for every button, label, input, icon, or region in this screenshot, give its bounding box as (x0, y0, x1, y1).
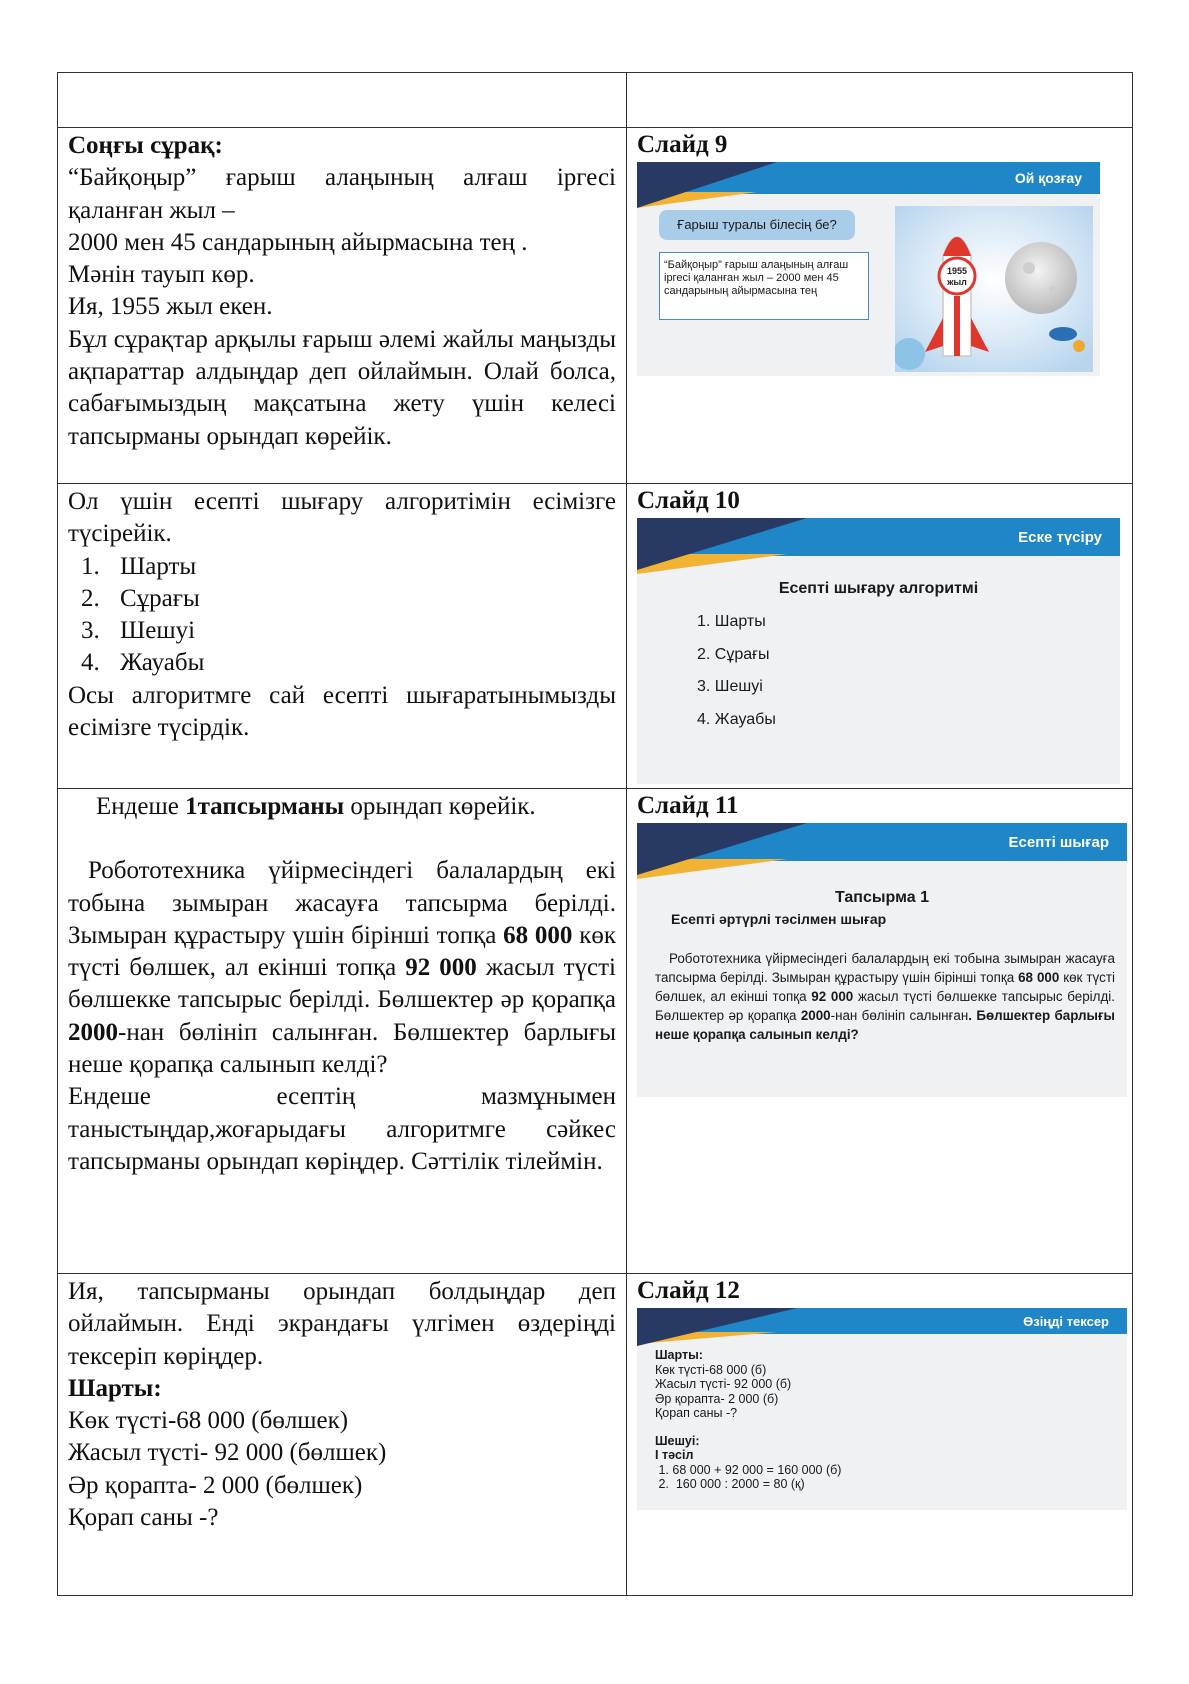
slide-10-image (637, 518, 1120, 784)
list-item: 4. Жауабы (106, 647, 616, 679)
slide-banner-title: Ой қозғау (1014, 170, 1082, 186)
table-row (58, 789, 1133, 1274)
text-span: Робототехника үйірмесіндегі балалардың екі тобына зымыран жасауға тапсырма берілді. Зымыран құрастыру үшін бірінші топқа (68, 857, 616, 949)
slide-condition-line: Жасыл түсті- 92 000 (б) (655, 1377, 792, 1391)
empty-cell-left (58, 73, 627, 128)
text-line: “Байқоңыр” ғарыш алаңының алғаш іргесі (68, 164, 616, 192)
slide-9-image (637, 162, 1100, 376)
text-span: -нан бөлініп салынған. Бөлшектер барлығы неше қорапқа салынып келді? (68, 1018, 616, 1079)
decor-wedge (637, 823, 807, 875)
slide-cell (627, 484, 1133, 789)
slide-task-body (655, 949, 1115, 1044)
slide-solution-title: Шешуі: (655, 1433, 700, 1448)
lead-line (68, 791, 616, 823)
condition-line: Жасыл түсті- 92 000 (бөлшек) (68, 1439, 387, 1467)
slide-cell (627, 128, 1133, 484)
text-span: көк түсті бөлшек, ал екінші топқа (655, 970, 1115, 1004)
spacer (68, 823, 616, 855)
lesson-table (57, 72, 1133, 1596)
slide-banner-title: Өзіңді тексер (1023, 1314, 1109, 1329)
condition-title: Шарты: (68, 1374, 162, 1402)
teacher-text-cell (58, 789, 627, 1274)
slide-task-title: Тапсырма 1 (835, 889, 929, 906)
text-line: 2000 мен 45 сандарының айырмасына тең . (68, 228, 528, 256)
task-paragraph (68, 855, 616, 1081)
number: 68 000 (1018, 970, 1060, 985)
rocket-illustration (895, 206, 1093, 372)
text-span: жасыл түсті бөлшекке тапсырыс берілді. Бөлшектер әр қорапқа (655, 989, 1115, 1023)
slide-cell (627, 789, 1133, 1274)
slide-label: Слайд 10 (637, 487, 740, 514)
slide-condition-line: Көк түсті-68 000 (б) (655, 1362, 767, 1377)
slide-subtitle: Есепті шығару алгоритмі (778, 580, 979, 597)
text-span: -нан бөлініп салынған (830, 1008, 969, 1023)
table-row-empty (58, 73, 1133, 128)
slide-algorithm-list (697, 606, 776, 736)
spacer (655, 1421, 841, 1434)
list-item: 2. Сұрағы (697, 645, 770, 663)
slide-solution-step: 1. 68 000 + 92 000 = 160 000 (б) (655, 1462, 842, 1477)
text-span: Робототехника үйірмесіндегі балалардың екі тобына зымыран жасауға тапсырма берілді. Зымыран құрастыру үшін бірінші топқа (655, 951, 1115, 985)
slide-banner-title: Есепті шығар (1008, 834, 1109, 851)
slide-12-image (637, 1308, 1127, 1510)
paragraph: Ендеше есептің мазмұнымен таныстыңдар,жоғарыдағы алгоритмге сәйкес тапсырманы орындап көріңдер. Сәттілік тілеймін. (68, 1083, 616, 1175)
rocket-year-unit: жыл (947, 277, 967, 287)
teacher-text-cell (58, 1274, 627, 1596)
text-span: орындап көрейік. (344, 793, 536, 820)
condition-line: Қорап саны -? (68, 1504, 219, 1532)
task-label: 1тапсырманы (185, 793, 345, 820)
slide-condition-line: Қорап саны -? (655, 1406, 738, 1420)
slide-11-image (637, 823, 1127, 1097)
text-span: жасыл түсті бөлшекке тапсырыс берілді. Бөлшектер әр қорапқа (68, 954, 616, 1014)
slide-condition-line: Әр қорапта- 2 000 (б) (655, 1391, 779, 1406)
text-span: Ендеше (96, 793, 186, 820)
slide-label: Слайд 9 (637, 131, 728, 158)
condition-line: Әр қорапта- 2 000 (бөлшек) (68, 1471, 363, 1499)
decor-wedge (637, 518, 807, 570)
slide-label: Слайд 12 (637, 1277, 740, 1304)
slide-method-label: І тәсіл (655, 1448, 694, 1462)
decor-wedge (637, 162, 777, 208)
text-line: қаланған жыл – (68, 196, 235, 224)
number: 92 000 (811, 989, 854, 1004)
section-title: Соңғы сұрақ: (68, 132, 223, 159)
satellite-icon (1049, 327, 1077, 341)
text-line: Мәнін тауып көр. (68, 261, 255, 289)
teacher-text-cell (58, 484, 627, 789)
paragraph: Ол үшін есепті шығару алгоритімін есімізге түсірейік. (68, 488, 616, 548)
number: 2000 (68, 1018, 118, 1046)
slide-solution-step: 2. 160 000 : 2000 = 80 (қ) (655, 1477, 805, 1491)
text-span: көк түсті бөлшек, ал екінші топқа (68, 921, 616, 982)
table-row (58, 1274, 1133, 1596)
slide-check-text (655, 1348, 841, 1492)
slide-cell (627, 1274, 1133, 1596)
list-item: 2. Сұрағы (106, 583, 616, 615)
list-item: 3. Шешуі (106, 615, 616, 647)
number: 68 000 (503, 921, 573, 949)
question-box: “Байқоңыр” ғарыш алаңының алғаш іргесі қаланған жыл – 2000 мен 45 сандарының айырмасына тең (659, 252, 869, 320)
question-bubble: Ғарыш туралы білесің бе? (659, 210, 855, 240)
text-span: . Бөлшектер барлығы неше қорапқа салынып келді? (655, 1008, 1115, 1042)
slide-label: Слайд 11 (637, 792, 739, 819)
paragraph: Бұл сұрақтар арқылы ғарыш әлемі жайлы маңызды ақпараттар алдыңдар деп ойлаймын. Олай болса, сабағымыздың мақсатына жету үшін келесі тапсырманы орындап көрейік. (68, 325, 616, 450)
paragraph: Осы алгоритмге сай есепті шығаратынымызды есімізге түсірдік. (68, 681, 616, 742)
table-row (58, 128, 1133, 484)
list-item: 3. Шешуі (697, 678, 763, 695)
list-item: 1. Шарты (106, 551, 616, 583)
number: 92 000 (405, 954, 477, 982)
paragraph: Ия, тапсырманы орындап болдыңдар деп ойлаймын. Енді экрандағы үлгімен өздеріңді тексеріп көріңдер. (68, 1278, 616, 1370)
empty-cell-right (627, 73, 1133, 128)
slide-condition-title: Шарты: (655, 1348, 703, 1362)
moon-icon (1005, 242, 1077, 314)
slide-banner-title: Еске түсіру (1018, 529, 1102, 546)
condition-line: Көк түсті-68 000 (бөлшек) (68, 1407, 349, 1435)
slide-task-subtitle: Есепті әртүрлі тәсілмен шығар (671, 911, 887, 927)
teacher-text-cell (58, 128, 627, 484)
list-item: 1. Шарты (697, 613, 766, 630)
rocket-year-label: 1955 (946, 266, 968, 276)
list-item: 4. Жауабы (697, 710, 776, 728)
algorithm-list (68, 551, 616, 680)
decor-wedge (637, 1308, 797, 1346)
table-row (58, 484, 1133, 789)
number: 2000 (800, 1008, 831, 1023)
text-line: Ия, 1955 жыл екен. (68, 293, 273, 321)
